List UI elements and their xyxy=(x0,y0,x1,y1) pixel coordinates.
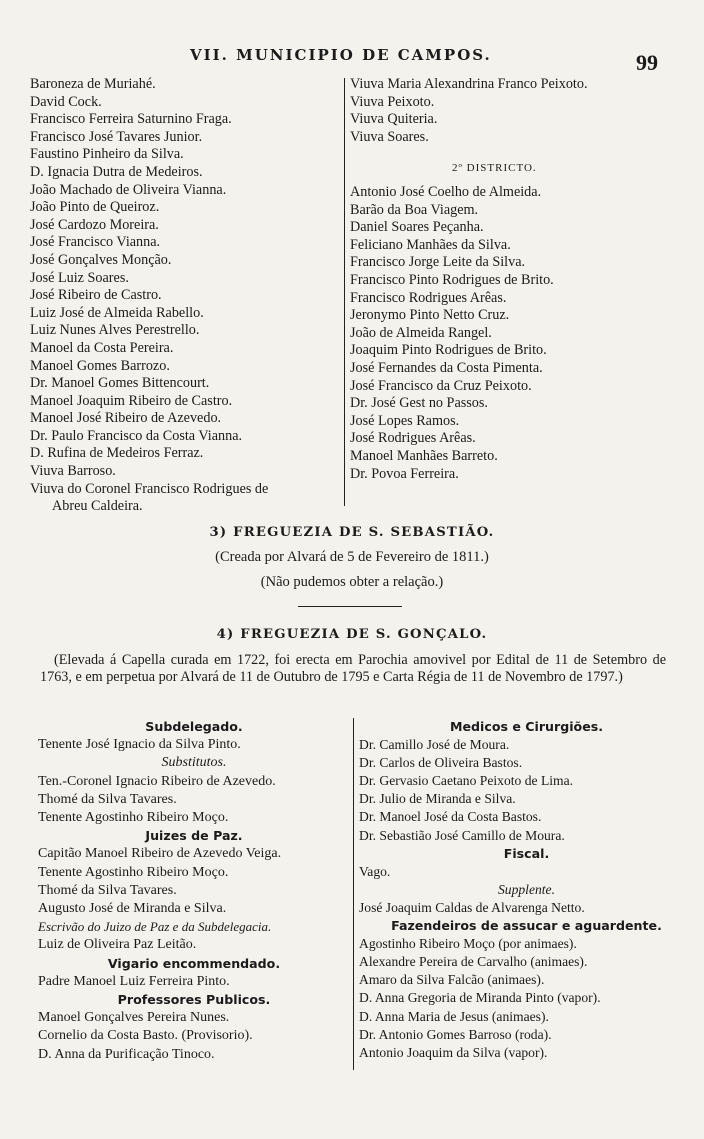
list-item: Amaro da Silva Falcão (animaes). xyxy=(359,972,545,988)
substitutos-heading: Substitutos. xyxy=(161,755,227,771)
list-item: Manoel da Costa Pereira. xyxy=(30,339,174,356)
list-item: Thomé da Silva Tavares. xyxy=(38,791,177,807)
list-item: Dr. Manoel José da Costa Bastos. xyxy=(359,809,542,825)
section-4-title: 4) FREGUEZIA DE S. GONÇALO. xyxy=(216,627,488,642)
list-item: Agostinho Ribeiro Moço (por animaes). xyxy=(359,936,577,952)
list-item: José Ribeiro de Castro. xyxy=(30,287,162,304)
list-item: Dr. Julio de Miranda e Silva. xyxy=(359,791,516,807)
list-item: Dr. Paulo Francisco da Costa Vianna. xyxy=(30,427,243,444)
list-item: Barão da Boa Viagem. xyxy=(350,201,479,218)
professores-heading: Professores Publicos. xyxy=(117,992,271,1008)
juizes-heading: Juizes de Paz. xyxy=(145,828,243,844)
list-item: D. Anna Gregoria de Miranda Pinto (vapor). xyxy=(359,990,601,1006)
section-3-title: 3) FREGUEZIA DE S. SEBASTIÃO. xyxy=(209,525,495,540)
list-item: José Rodrigues Arêas. xyxy=(350,430,476,447)
list-item: João Machado de Oliveira Vianna. xyxy=(30,181,227,198)
list-item: Augusto José de Miranda e Silva. xyxy=(38,901,227,917)
list-item: Viuva Barroso. xyxy=(30,463,116,480)
list-item: Luiz Nunes Alves Perestrello. xyxy=(30,322,200,339)
supplente-heading: Supplente. xyxy=(497,881,555,897)
list-item: D. Anna da Purificação Tinoco. xyxy=(38,1046,215,1062)
list-item: José Francisco da Cruz Peixoto. xyxy=(350,377,532,394)
list-item: Feliciano Manhães da Silva. xyxy=(350,236,511,253)
district-list xyxy=(350,184,680,483)
list-item: Dr. José Gest no Passos. xyxy=(350,395,488,412)
subdelegado-heading: Subdelegado. xyxy=(145,719,243,734)
list-item: D. Ignacia Dutra de Medeiros. xyxy=(30,163,203,180)
list-item: Tenente Agostinho Ribeiro Moço. xyxy=(38,810,229,826)
list-item: Dr. Camillo José de Moura. xyxy=(359,737,510,753)
list-item: Ten.-Coronel Ignacio Ribeiro de Azevedo. xyxy=(38,773,276,789)
list-item: Viuva Maria Alexandrina Franco Peixoto. xyxy=(350,76,588,92)
list-item: José Francisco Vianna. xyxy=(30,234,161,251)
column-divider xyxy=(344,78,345,506)
list-item: José Lopes Ramos. xyxy=(350,412,460,429)
list-item: Luiz de Oliveira Paz Leitão. xyxy=(38,937,197,953)
list-item: José Cardozo Moreira. xyxy=(30,216,159,233)
list-item: D. Anna Maria de Jesus (animaes). xyxy=(359,1008,549,1024)
list-item: Viuva Soares. xyxy=(350,128,429,145)
list-item: Dr. Gervasio Caetano Peixoto de Lima. xyxy=(359,773,574,789)
list-item: Dr. Antonio Gomes Barroso (roda). xyxy=(359,1026,552,1042)
list-item-continuation: Abreu Caldeira. xyxy=(52,498,143,515)
page-number: 99 xyxy=(636,50,658,75)
list-item: Alexandre Pereira de Carvalho (animaes). xyxy=(359,954,588,970)
list-item: José Gonçalves Monção. xyxy=(30,251,172,268)
list-item: Manoel Manhães Barreto. xyxy=(350,447,498,464)
list-item: Francisco Pinto Rodrigues de Brito. xyxy=(350,271,554,288)
section-3-creation: (Creada por Alvará de 5 de Fevereiro de 1811.) xyxy=(215,549,489,565)
list-item: Francisco Jorge Leite da Silva. xyxy=(350,254,526,271)
section-divider xyxy=(298,606,402,607)
list-item: Faustino Pinheiro da Silva. xyxy=(30,146,184,163)
district-heading: 2º DISTRICTO. xyxy=(452,162,537,174)
list-item: Viuva Peixoto. xyxy=(350,93,435,110)
list-item: Francisco Ferreira Saturnino Fraga. xyxy=(30,111,232,128)
medicos-heading: Medicos e Cirurgiões. xyxy=(449,719,604,734)
list-item: Francisco José Tavares Junior. xyxy=(30,128,203,145)
list-item: Viuva Quiteria. xyxy=(350,111,438,128)
list-item: José Luiz Soares. xyxy=(30,269,129,286)
list-item: Luiz José de Almeida Rabello. xyxy=(30,304,204,321)
escrivao-heading: Escrivão do Juizo de Paz e da Subdelegacia. xyxy=(38,919,272,935)
list-item: Baroneza de Muriahé. xyxy=(30,76,156,92)
list-item: Manoel José Ribeiro de Azevedo. xyxy=(30,410,222,427)
list-item: José Joaquim Caldas de Alvarenga Netto. xyxy=(359,899,585,915)
list-item: Manoel Joaquim Ribeiro de Castro. xyxy=(30,392,233,409)
list-item: Dr. Povoa Ferreira. xyxy=(350,465,459,482)
list-item: Manoel Gomes Barrozo. xyxy=(30,357,170,374)
fazendeiros-heading: Fazendeiros de assucar e aguardente. xyxy=(391,918,662,934)
page-header-title: VII. MUNICIPIO DE CAMPOS. xyxy=(190,46,492,64)
right-column-list xyxy=(350,76,680,146)
list-item: Joaquim Pinto Rodrigues de Brito. xyxy=(350,342,547,359)
list-item: Daniel Soares Peçanha. xyxy=(350,219,484,236)
list-item: Capitão Manoel Ribeiro de Azevedo Veiga. xyxy=(38,846,282,862)
officials-right-column xyxy=(359,718,694,1062)
officials-left-column xyxy=(38,718,350,1064)
list-item: José Fernandes da Costa Pimenta. xyxy=(350,359,543,376)
list-item: Cornelio da Costa Basto. (Provisorio). xyxy=(38,1028,253,1044)
list-item: Padre Manoel Luiz Ferreira Pinto. xyxy=(38,973,230,989)
list-item: Jeronymo Pinto Netto Cruz. xyxy=(350,307,510,324)
list-item: Vago. xyxy=(359,863,391,879)
list-item: Dr. Carlos de Oliveira Bastos. xyxy=(359,755,523,771)
list-item: Antonio José Coelho de Almeida. xyxy=(350,184,542,200)
list-item: Thomé da Silva Tavares. xyxy=(38,882,177,898)
list-item: João de Almeida Rangel. xyxy=(350,324,492,341)
section-4-paragraph: (Elevada á Capella curada em 1722, foi erecta em Parochia amovivel por Edital de 11 de Setembro de 1763, e em perpetua por Alvará de 11 de Outubro de 1795 e Carta Régia de 11 de Novembro de 1797.) xyxy=(40,652,666,686)
list-item: Tenente José Ignacio da Silva Pinto. xyxy=(38,737,241,753)
column-divider xyxy=(353,718,354,1070)
list-item: Tenente Agostinho Ribeiro Moço. xyxy=(38,864,229,880)
list-item: Viuva do Coronel Francisco Rodrigues de xyxy=(30,480,269,497)
left-column-list xyxy=(30,76,342,516)
fiscal-heading: Fiscal. xyxy=(503,845,550,861)
list-item: Dr. Manoel Gomes Bittencourt. xyxy=(30,375,210,392)
list-item: D. Rufina de Medeiros Ferraz. xyxy=(30,445,204,462)
list-item: Dr. Sebastião José Camillo de Moura. xyxy=(359,827,565,843)
vigario-heading: Vigario encommendado. xyxy=(107,955,281,971)
list-item: David Cock. xyxy=(30,93,102,110)
section-3-note: (Não pudemos obter a relação.) xyxy=(260,574,444,590)
list-item: Manoel Gonçalves Pereira Nunes. xyxy=(38,1010,230,1026)
list-item: Antonio Joaquim da Silva (vapor). xyxy=(359,1044,548,1060)
list-item: João Pinto de Queiroz. xyxy=(30,199,160,216)
list-item: Francisco Rodrigues Arêas. xyxy=(350,289,507,306)
